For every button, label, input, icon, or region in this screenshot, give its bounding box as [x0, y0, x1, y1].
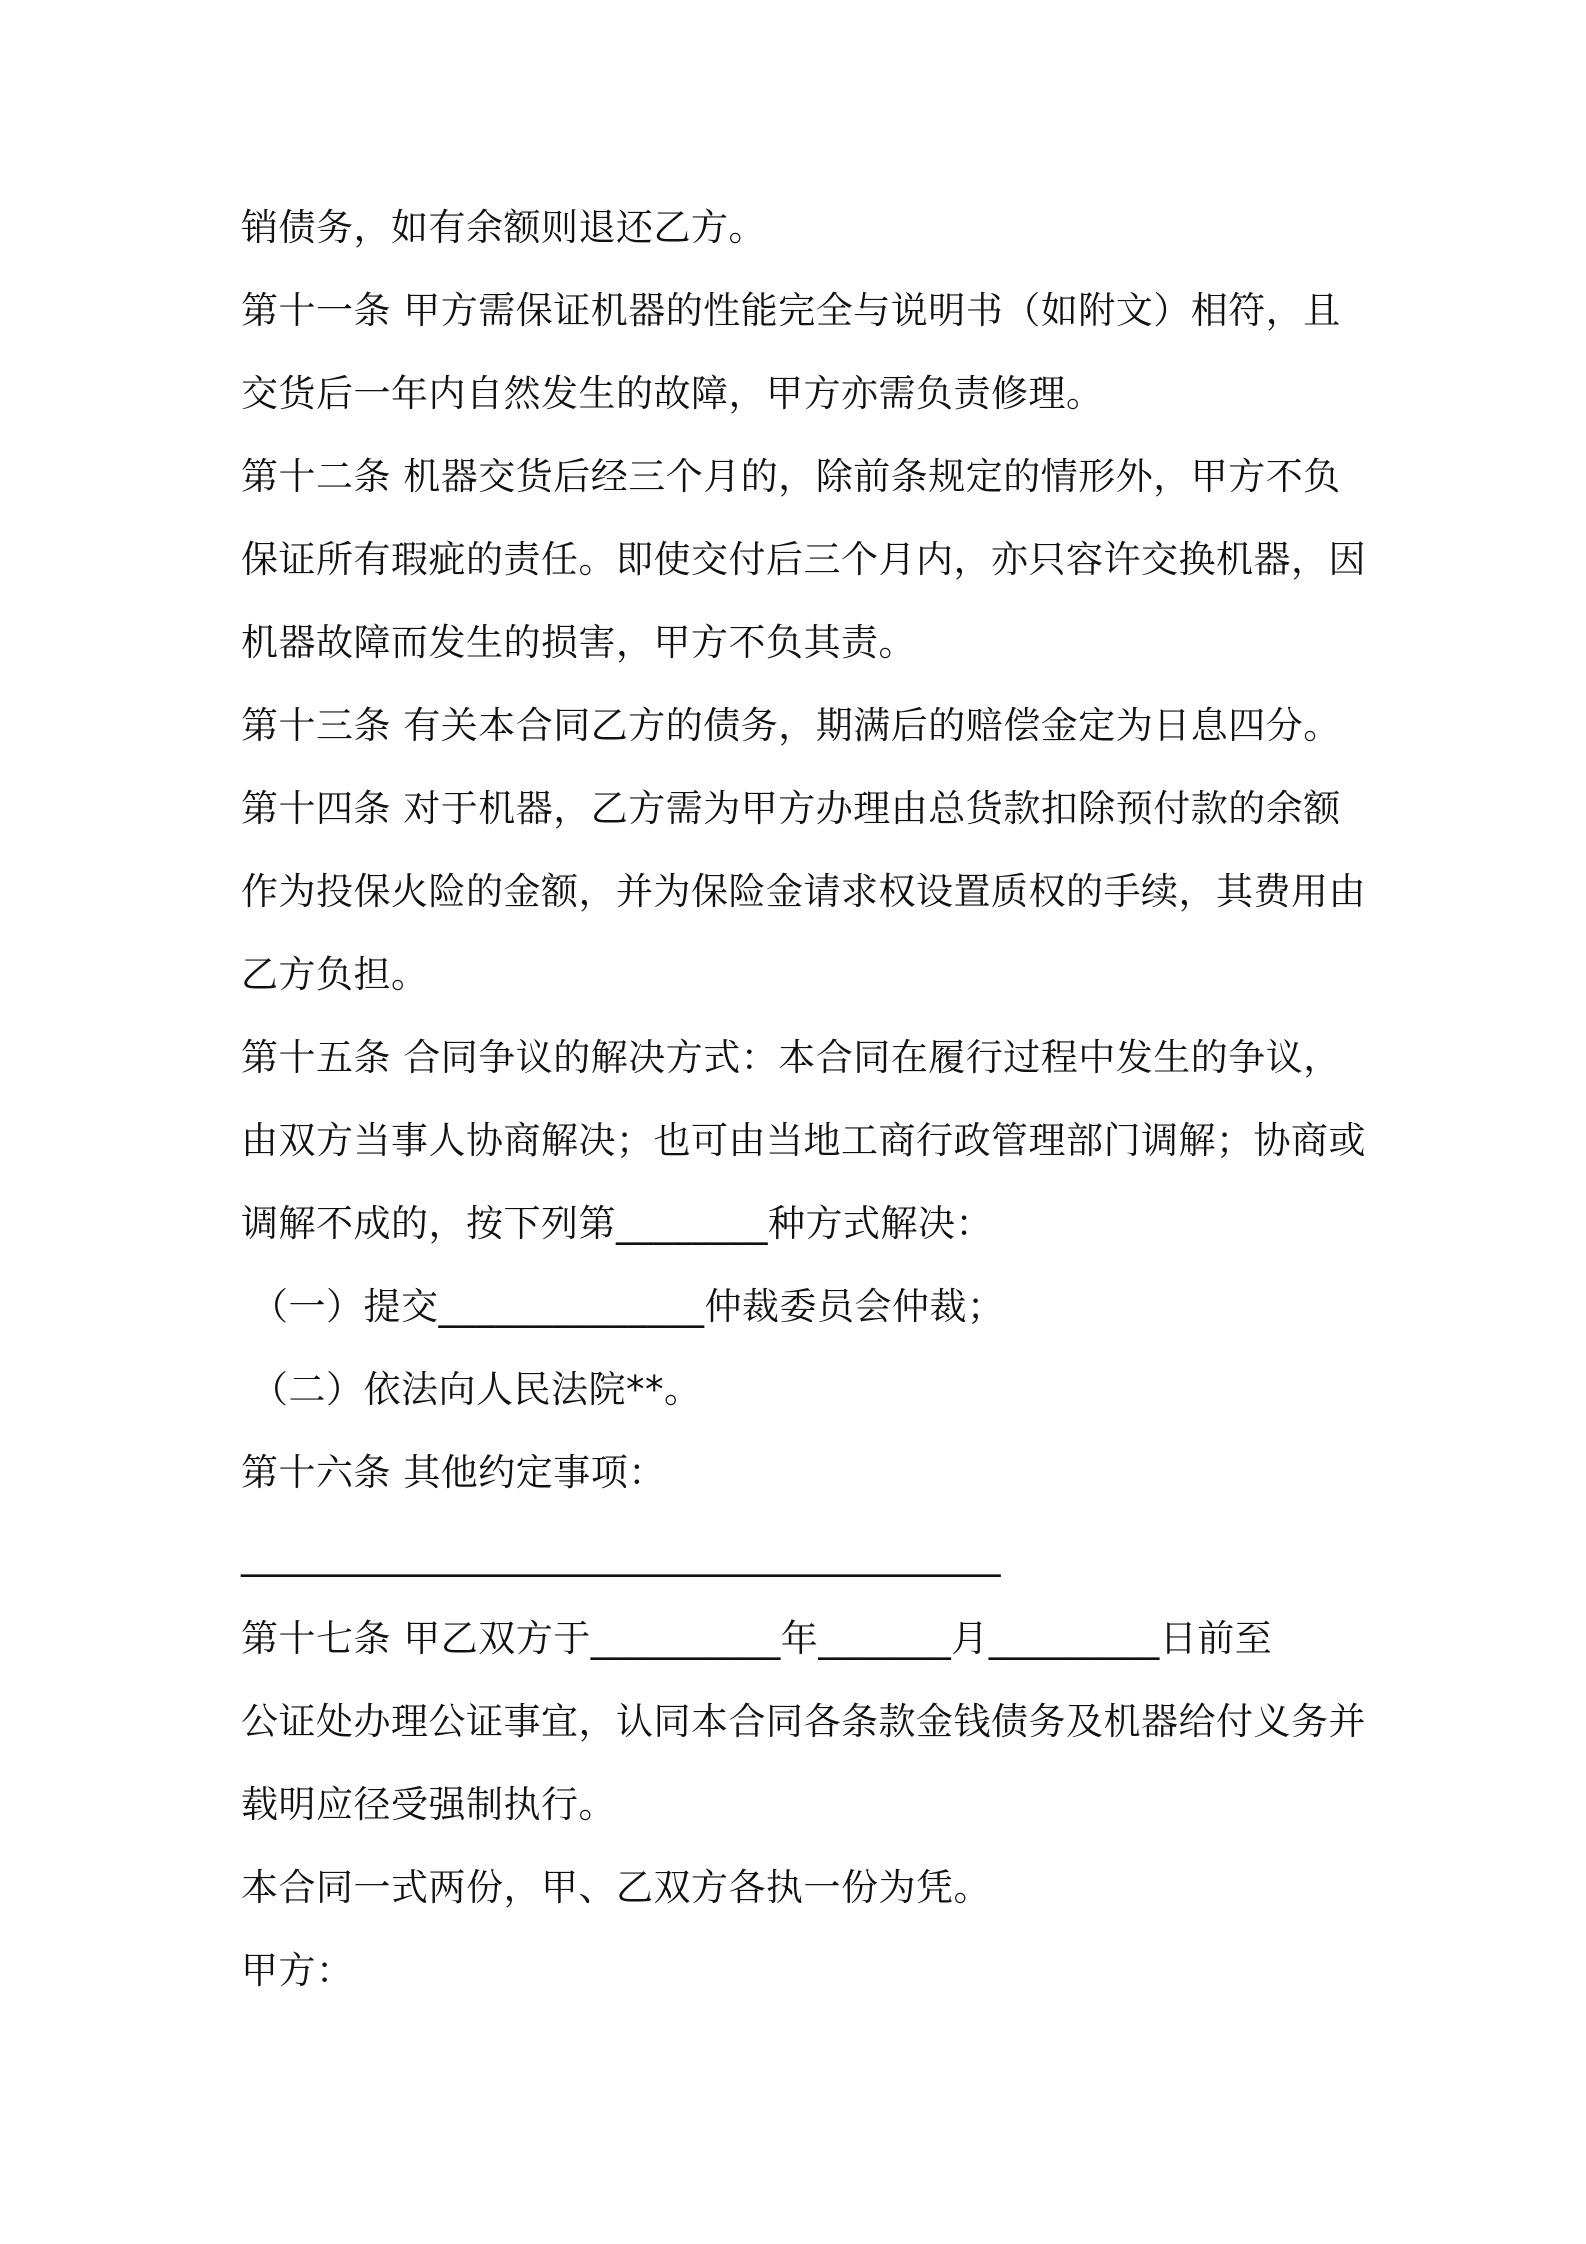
- article-17-line-3: 载明应径受强制执行。: [241, 1783, 616, 1826]
- article-11-line-2: 交货后一年内自然发生的故障，甲方亦需负责修理。: [241, 372, 1104, 415]
- party-a-label: 甲方：: [241, 1949, 354, 1992]
- article-13-line-1: 第十三条 有关本合同乙方的债务，期满后的赔偿金定为日息四分。: [241, 704, 1341, 747]
- article-15-option-2: （二）依法向人民法院**。: [251, 1368, 702, 1411]
- article-15-line-1: 第十五条 合同争议的解决方式：本合同在履行过程中发生的争议，: [241, 1036, 1341, 1079]
- closing-statement: 本合同一式两份，甲、乙双方各执一份为凭。: [241, 1866, 991, 1909]
- article-12-line-1: 第十二条 机器交货后经三个月的，除前条规定的情形外，甲方不负: [241, 455, 1341, 498]
- article-14-line-2: 作为投保火险的金额，并为保险金请求权设置质权的手续，其费用由: [241, 870, 1366, 913]
- blank-fill-line: ________________________________________: [241, 1534, 1001, 1577]
- article-11-line-1: 第十一条 甲方需保证机器的性能完全与说明书（如附文）相符，且: [241, 289, 1341, 332]
- article-15-option-1: （一）提交______________仲裁委员会仲裁；: [251, 1285, 1005, 1328]
- article-17-line-1: 第十七条 甲乙双方于__________年_______月_________日前至: [241, 1617, 1273, 1660]
- article-12-line-3: 机器故障而发生的损害，甲方不负其责。: [241, 621, 916, 664]
- article-14-line-1: 第十四条 对于机器，乙方需为甲方办理由总货款扣除预付款的余额: [241, 787, 1341, 830]
- text-line: 销债务，如有余额则退还乙方。: [241, 206, 766, 249]
- article-15-line-2: 由双方当事人协商解决；也可由当地工商行政管理部门调解；协商或: [241, 1119, 1366, 1162]
- article-17-line-2: 公证处办理公证事宜，认同本合同各条款金钱债务及机器给付义务并: [241, 1700, 1366, 1743]
- article-15-line-3: 调解不成的，按下列第________种方式解决：: [241, 1202, 993, 1245]
- article-14-line-3: 乙方负担。: [241, 953, 429, 996]
- article-16-line-1: 第十六条 其他约定事项：: [241, 1451, 666, 1494]
- article-12-line-2: 保证所有瑕疵的责任。即使交付后三个月内，亦只容许交换机器，因: [241, 538, 1366, 581]
